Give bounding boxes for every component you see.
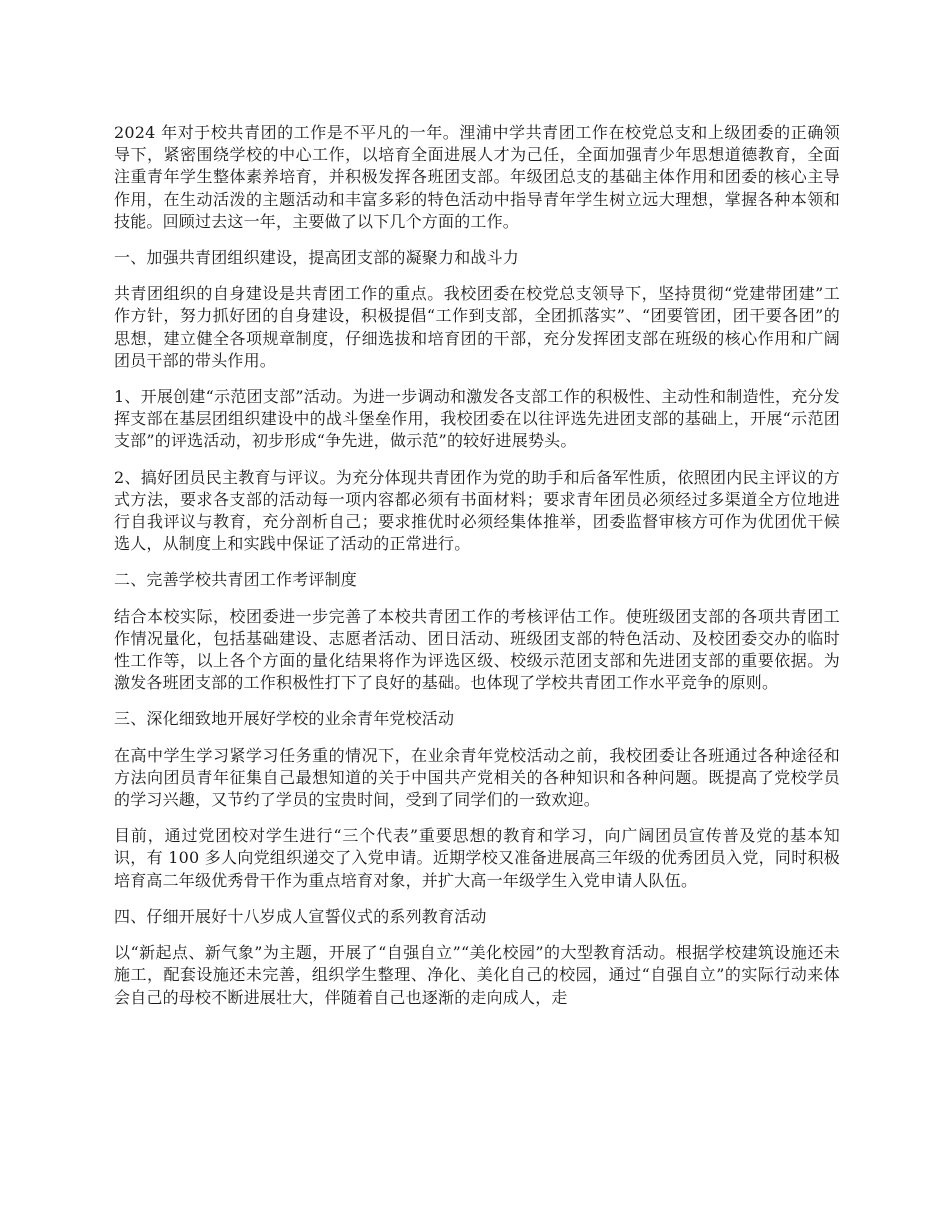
section-heading-4: 四、仔细开展好十八岁成人宣誓仪式的系列教育活动 [114,906,487,926]
section-heading-3: 三、深化细致地开展好学校的业余青年党校活动 [114,709,455,729]
section-3-paragraph-2: 目前，通过党团校对学生进行“三个代表”重要思想的教育和学习，向广阔团员宣传普及党的基本知识，有 100 多人向党组织递交了入党申请。近期学校又准备进展高三年级的优秀团员入党，同时积极培育高二年级优秀骨干作为重点培育对象，并扩大高一年级学生入党申请人队伍。 [114,826,840,890]
section-4-paragraph: 以“新起点、新气象”为主题，开展了“自强自立”“美化校园”的大型教育活动。根据学校建筑设施还未施工，配套设施还未完善，组织学生整理、净化、美化自己的校园，通过“自强自立”的实际行动来体会自己的母校不断进展壮大，伴随着自己也逐渐的走向成人，走 [114,943,840,1007]
section-1-item-1: 1、开展创建“示范团支部”活动。为进一步调动和激发各支部工作的积极性、主动性和制造性，充分发挥支部在基层团组织建设中的战斗堡垒作用，我校团委在以往评选先进团支部的基础上，开展“示范团支部”的评选活动，初步形成“争先进，做示范”的较好进展势头。 [114,387,840,451]
section-2-paragraph: 结合本校实际，校团委进一步完善了本校共青团工作的考核评估工作。使班级团支部的各项共青团工作情况量化，包括基础建设、志愿者活动、团日活动、班级团支部的特色活动、及校团委交办的临时性工作等，以上各个方面的量化结果将作为评选区级、校级示范团支部和先进团支部的重要依据。为激发各班团支部的工作积极性打下了良好的基础。也体现了学校共青团工作水平竞争的原则。 [114,606,840,693]
section-1-paragraph: 共青团组织的自身建设是共青团工作的重点。我校团委在校党总支领导下，坚持贯彻“党建带团建”工作方针，努力抓好团的自身建设，积极提倡“工作到支部，全团抓落实”、“团要管团，团干要各团”的思想，建立健全各项规章制度，仔细选拔和培育团的干部，充分发挥团支部在班级的核心作用和广阔团员干部的带头作用。 [114,284,840,370]
section-heading-1: 一、加强共青团组织建设，提高团支部的凝聚力和战斗力 [114,248,520,268]
section-heading-2: 二、完善学校共青团工作考评制度 [114,570,358,590]
section-1-item-2: 2、搞好团员民主教育与评议。为充分体现共青团作为党的助手和后备军性质，依照团内民主评议的方式方法，要求各支部的活动每一项内容都必须有书面材料；要求青年团员必须经过多渠道全方位地进行自我评议与教育，充分剖析自己；要求推优时必须经集体推举，团委监督审核方可作为优团优干候选人，从制度上和实践中保证了活动的正常进行。 [114,467,840,554]
section-3-paragraph-1: 在高中学生学习紧学习任务重的情况下，在业余青年党校活动之前，我校团委让各班通过各种途径和方法向团员青年征集自己最想知道的关于中国共产党相关的各种知识和各种问题。既提高了党校学员的学习兴趣，又节约了学员的宝贵时间，受到了同学们的一致欢迎。 [114,745,840,810]
intro-paragraph: 2024 年对于校共青团的工作是不平凡的一年。浬浦中学共青团工作在校党总支和上级团委的正确领导下，紧密围绕学校的中心工作，以培育全面进展人才为己任，全面加强青少年思想道德教育，全面注重青年学生整体素养培育，并积极发挥各班团支部。年级团总支的基础主体作用和团委的核心主导作用，在生动活泼的主题活动和丰富多彩的特色活动中指导青年学生树立远大理想，掌握各种本领和技能。回顾过去这一年，主要做了以下几个方面的工作。 [114,123,840,231]
